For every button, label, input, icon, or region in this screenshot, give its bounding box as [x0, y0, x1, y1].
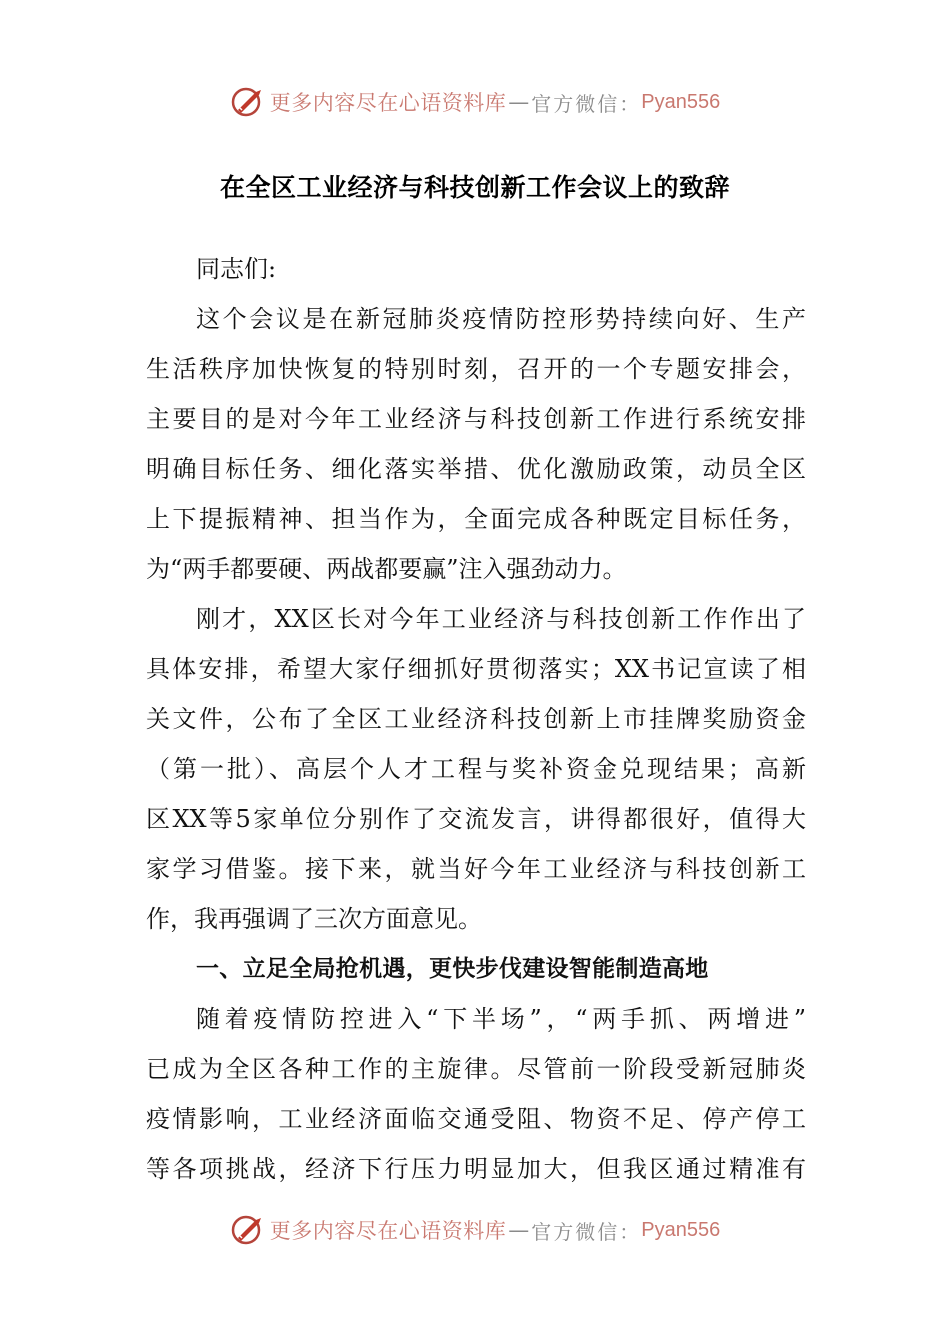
pen-logo-icon: [230, 1212, 266, 1248]
watermark-id: Pyan556: [641, 90, 721, 113]
document-body: [146, 244, 806, 1194]
watermark-label: 官方微信：: [531, 1219, 642, 1244]
body-line: 作，我再强调了三次方面意见。: [146, 905, 482, 933]
body-line: 为“两手都要硬、两战都要赢”注入强劲动力。: [146, 555, 627, 583]
watermark-dash: —: [508, 1218, 530, 1242]
section-heading: 一、立足全局抢机遇，更快步伐建设智能制造高地: [196, 956, 709, 982]
document-title: 在全区工业经济与科技创新工作会议上的致辞: [219, 173, 730, 202]
body-line: 上下提振精神、担当作为，全面完成各种既定目标任务，: [146, 505, 806, 533]
body-line: 疫情影响，工业经济面临交通受阻、物资不足、停产停工: [146, 1105, 806, 1133]
body-line: 已成为全区各种工作的主旋律。尽管前一阶段受新冠肺炎: [146, 1055, 806, 1083]
watermark-dash: —: [508, 90, 530, 114]
watermark-id: Pyan556: [641, 1218, 721, 1241]
body-line: 主要目的是对今年工业经济与科技创新工作进行系统安排: [146, 405, 806, 433]
body-line: 区XX等5家单位分别作了交流发言，讲得都很好，值得大: [146, 805, 806, 833]
salutation: 同志们:: [196, 255, 277, 283]
body-line: 刚才，XX区长对今年工业经济与科技创新工作作出了: [196, 605, 806, 633]
watermark-label: 官方微信：: [531, 91, 642, 116]
body-line: 等各项挑战，经济下行压力明显加大，但我区通过精准有: [146, 1155, 806, 1183]
body-line: 这个会议是在新冠肺炎疫情防控形势持续向好、生产: [196, 305, 806, 333]
body-line: 随着疫情防控进入“下半场”，“两手抓、两增进”: [196, 1005, 806, 1033]
body-line: 家学习借鉴。接下来，就当好今年工业经济与科技创新工: [146, 855, 806, 883]
watermark-text: 更多内容尽在心语资料库: [269, 1219, 507, 1243]
pen-logo-icon: [230, 84, 266, 120]
body-line: 关文件，公布了全区工业经济科技创新上市挂牌奖励资金: [146, 705, 806, 733]
body-line: 生活秩序加快恢复的特别时刻，召开的一个专题安排会，: [146, 355, 806, 383]
body-line: （第一批）、高层个人才工程与奖补资金兑现结果；高新: [146, 755, 806, 783]
body-line: 明确目标任务、细化落实举措、优化激励政策，动员全区: [146, 455, 806, 483]
body-line: 具体安排，希望大家仔细抓好贯彻落实；XX书记宣读了相: [146, 655, 806, 683]
watermark-footer: [0, 1210, 950, 1250]
watermark-text: 更多内容尽在心语资料库: [269, 91, 507, 115]
watermark-header: [0, 82, 950, 122]
